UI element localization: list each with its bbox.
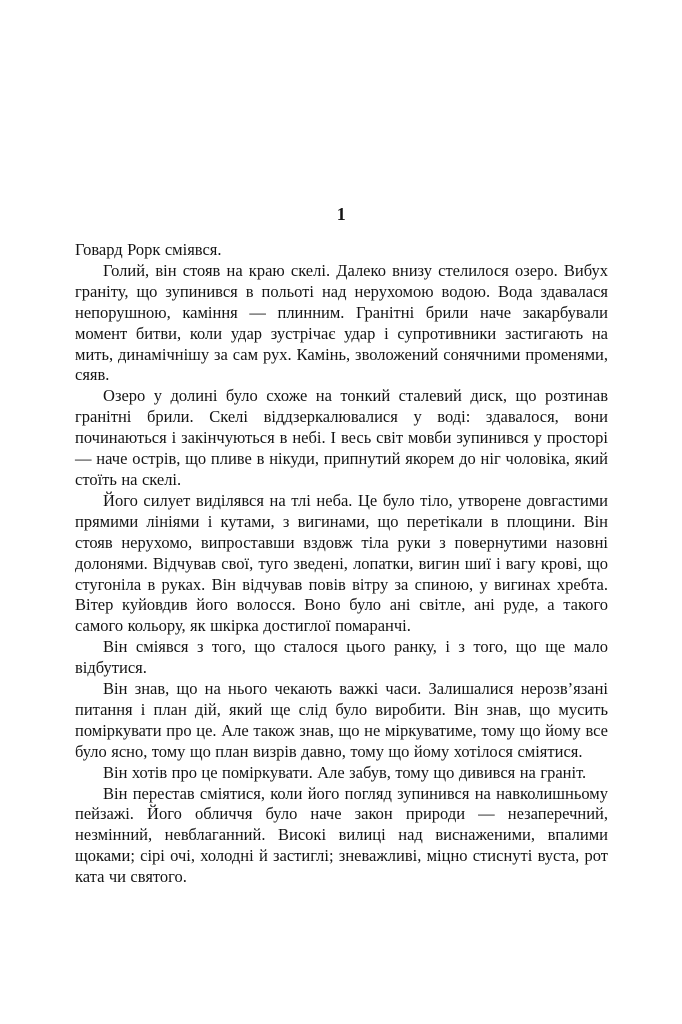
paragraph: Він сміявся з того, що сталося цього ранку, і з того, що ще мало відбутися. [75, 637, 608, 678]
paragraph: Його силует виділявся на тлі неба. Це було тіло, утворене довгастими прямими лініями і кутами, з вигинами, що перетікали в площини. Він стояв нерухомо, випроставши вздовж тіла руки з повернутими назовні долонями. Відчував свої, туго зведені, лопатки, вигин шиї і вагу крові, що стугоніла в руках. Він відчував повів вітру за спиною, у вигинах хребта. Вітер куйовдив його волосся. Воно було ані світле, ані руде, а такого самого кольору, як шкірка достиглої помаранчі. [75, 490, 608, 636]
paragraph: Говард Рорк сміявся. [75, 240, 222, 259]
paragraph: Він перестав сміятися, коли його погляд зупинився на навколишньому пейзажі. Його обличчя було наче закон природи — незаперечний, незмінний, невблаганний. Високі вилиці над виснаженими, впалими щоками; сірі очі, холодні й застиглі; зневажливі, міцно стиснуті вуста, рот ката чи святого. [75, 783, 608, 887]
chapter-number: 1 [336, 204, 347, 224]
paragraph: Він хотів про це поміркувати. Але забув, тому що дивився на граніт. [103, 762, 587, 782]
chapter-text [75, 240, 608, 888]
paragraph: Озеро у долині було схоже на тонкий сталевий диск, що розтинав гранітні брили. Скелі віддзеркалювалися у воді: здавалося, вони починаються і закінчуються в небі. І весь світ мовби зупинився у просторі — наче острів, що пливе в нікуди, припнутий якорем до ніг чоловіка, який стоїть на скелі. [75, 386, 608, 489]
paragraph: Голий, він стояв на краю скелі. Далеко внизу стелилося озеро. Вибух граніту, що зупинився в польоті над нерухомою водою. Вода здавалася непорушною, каміння — плинним. Гранітні брили наче закарбували момент битви, коли удар зустрічає удар і супротивники застигають на мить, динамічнішу за сам рух. Камінь, зволожений сонячними променями, сяяв. [75, 260, 608, 385]
paragraph: Він знав, що на нього чекають важкі часи. Залишалися нерозв’язані питання і план дій, який ще слід було виробити. Він знав, що мусить поміркувати про це. Але також знав, що не міркуватиме, тому що йому все було ясно, тому що план визрів давно, тому що йому хотілося сміятися. [75, 679, 608, 761]
